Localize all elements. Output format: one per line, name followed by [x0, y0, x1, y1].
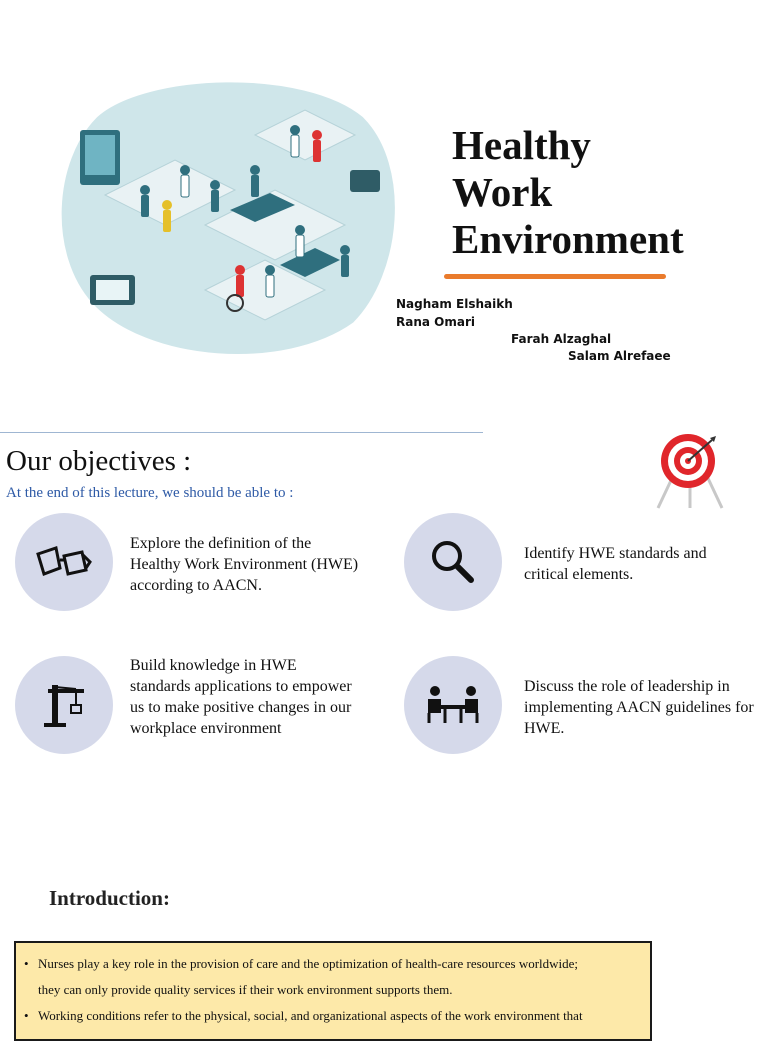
bullet-text: Nurses play a key role in the provision of care and the optimization of health-care resources worldwide; [38, 956, 579, 971]
glasses-icon [34, 542, 94, 582]
objective-text: Explore the definition of the Healthy Work Environment (HWE) according to AACN. [130, 535, 359, 594]
objective-icon-circle [404, 513, 502, 611]
slide-divider [0, 432, 483, 433]
objectives-subheading: At the end of this lecture, we should be able to : [6, 485, 294, 501]
bullet-item: • Working conditions refer to the physical, social, and organizational aspects of the work environment that [24, 1008, 583, 1023]
meeting-icon [423, 683, 483, 727]
objectives-heading: Our objectives : [6, 445, 192, 477]
objective-text: Identify HWE standards and critical elements. [524, 545, 707, 583]
objective-icon-circle [404, 656, 502, 754]
author-name: Farah Alzaghal [511, 332, 612, 346]
title-line: Healthy [452, 122, 591, 168]
objective-text: Build knowledge in HWE standards applications to empower us to make positive changes in our workplace environment [130, 657, 352, 737]
objective-icon-circle [15, 513, 113, 611]
author-name: Rana Omari [396, 315, 475, 329]
introduction-box [14, 941, 652, 1041]
title-line: Work [452, 169, 553, 215]
slide-title [452, 122, 684, 263]
objective-text: Discuss the role of leadership in implementing AACN guidelines for HWE. [524, 678, 754, 737]
title-line: Environment [452, 216, 684, 262]
objective-icon-circle [15, 656, 113, 754]
author-name: Salam Alrefaee [568, 349, 671, 363]
title-underline [444, 274, 666, 279]
bullet-text: Working conditions refer to the physical, social, and organizational aspects of the work environment that [38, 1008, 583, 1023]
bullet-item: • Nurses play a key role in the provision of care and the optimization of health-care resources worldwide; [24, 956, 579, 971]
hospital-illustration [55, 75, 400, 360]
crane-icon [38, 679, 90, 731]
target-icon [650, 434, 730, 510]
author-name: Nagham Elshaikh [396, 297, 513, 311]
magnifier-icon [427, 536, 479, 588]
bullet-text: they can only provide quality services if their work environment supports them. [38, 982, 453, 997]
introduction-heading: Introduction: [49, 886, 170, 910]
bullet-continuation [24, 977, 658, 1003]
